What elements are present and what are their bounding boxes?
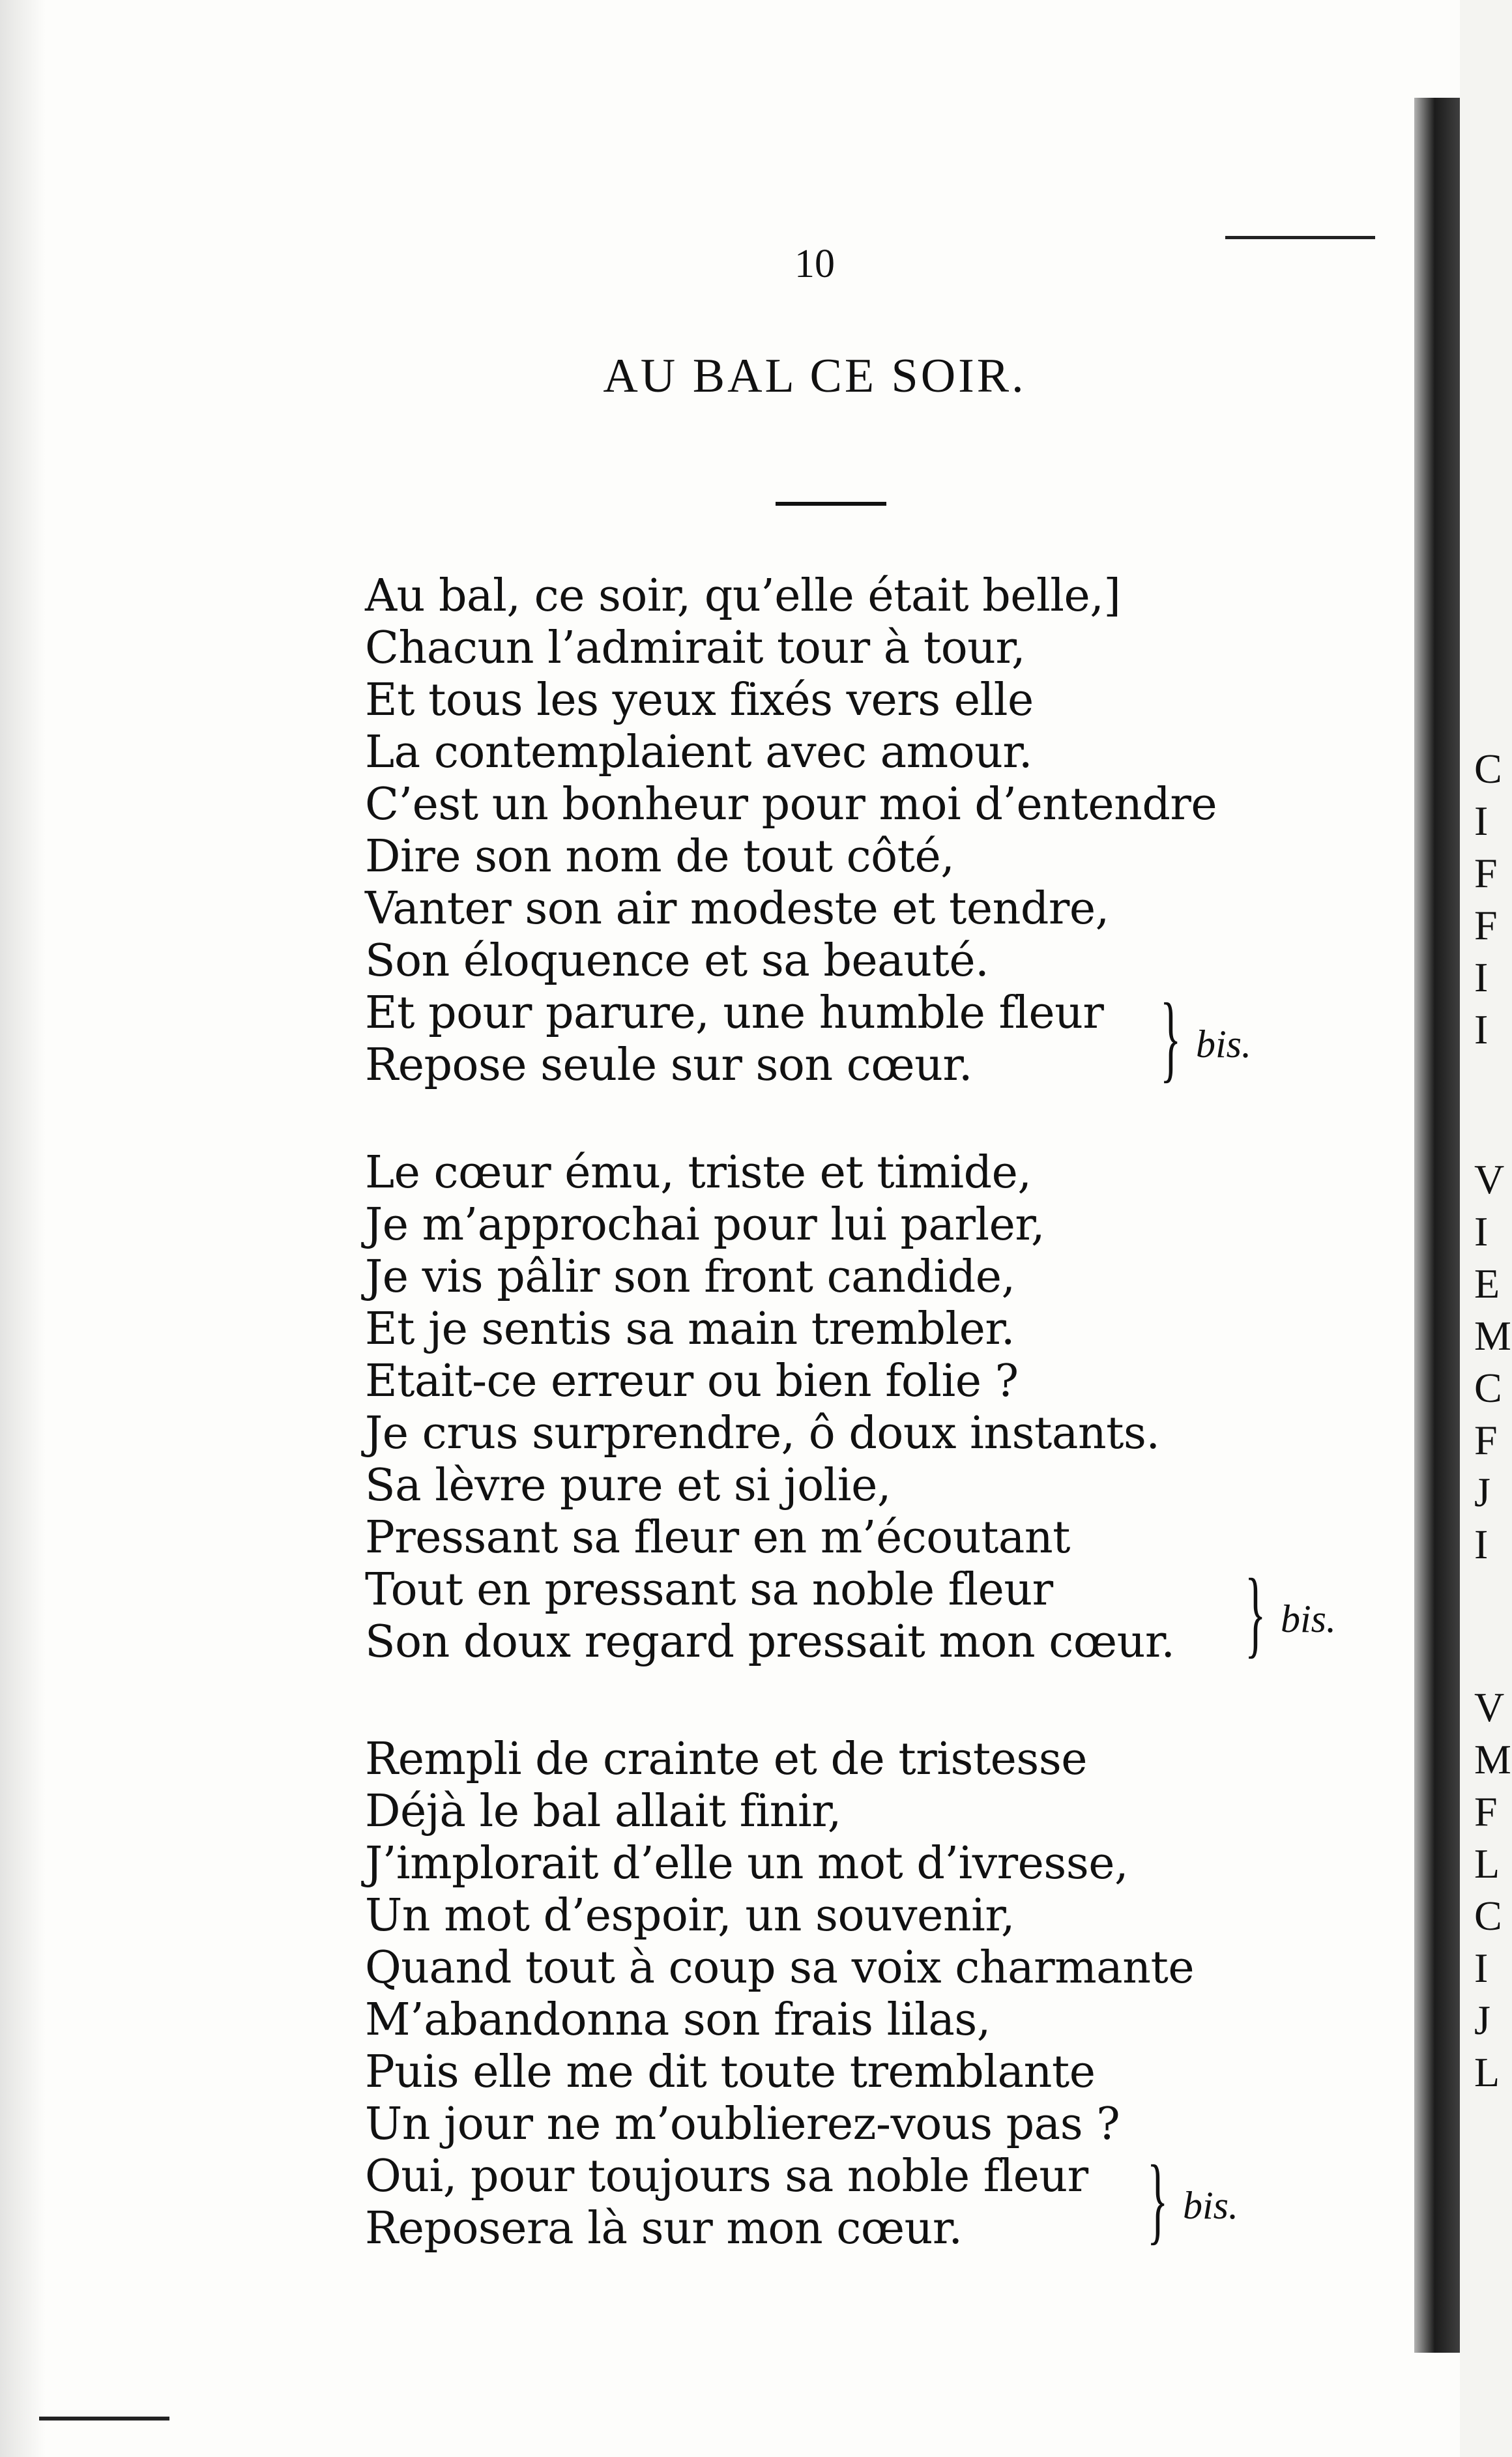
fragment-letter: J xyxy=(1474,1469,1490,1515)
binding-gutter-shadow xyxy=(1414,98,1460,2353)
refrain-bis-label: bis. xyxy=(1183,2184,1239,2227)
verse-line: Un jour ne m’oublierez-vous pas ? xyxy=(365,2099,1120,2150)
adjacent-page-fragment-3 xyxy=(1474,1681,1512,2099)
verse-line: Dire son nom de tout côté, xyxy=(365,831,955,882)
fragment-letter: V xyxy=(1474,1684,1505,1730)
verse-line: Reposera là sur mon cœur. xyxy=(365,2203,963,2254)
adjacent-page-fragment-1 xyxy=(1474,743,1512,1056)
fragment-letter: M xyxy=(1474,1313,1511,1359)
page-edge-shadow-left xyxy=(0,0,46,2457)
fragment-letter: I xyxy=(1474,1521,1489,1567)
verse-line: Le cœur ému, triste et timide, xyxy=(365,1147,1032,1199)
verse-line: Et pour parure, une humble fleur xyxy=(365,987,1104,1039)
verse-line: Sa lèvre pure et si jolie, xyxy=(365,1460,892,1511)
fragment-letter: C xyxy=(1474,746,1502,792)
stanza-3 xyxy=(365,1734,1343,2255)
verse-line: Repose seule sur son cœur. xyxy=(365,1040,973,1091)
verse-line: Rempli de crainte et de tristesse xyxy=(365,1734,1087,1785)
verse-line: Oui, pour toujours sa noble fleur xyxy=(365,2151,1088,2202)
verse-line: Pressant sa fleur en m’écoutant xyxy=(365,1512,1070,1563)
verse-line: Tout en pressant sa noble fleur xyxy=(365,1564,1053,1616)
refrain-bis-label: bis. xyxy=(1196,1023,1252,1066)
fragment-letter: M xyxy=(1474,1736,1511,1782)
verse-line: Déjà le bal allait finir, xyxy=(365,1786,841,1837)
fragment-letter: C xyxy=(1474,1365,1502,1411)
verse-line: Puis elle me dit toute tremblante xyxy=(365,2046,1096,2098)
verse-line: Vanter son air modeste et tendre, xyxy=(365,883,1109,935)
adjacent-page-fragment-2 xyxy=(1474,1154,1512,1571)
fragment-letter: I xyxy=(1474,1006,1489,1053)
verse-line: Chacun l’admirait tour à tour, xyxy=(365,622,1026,674)
fragment-letter: I xyxy=(1474,1945,1489,1991)
fragment-letter: L xyxy=(1474,2049,1500,2095)
page-number: 10 xyxy=(794,242,835,286)
fragment-letter: C xyxy=(1474,1893,1502,1939)
verse-line: Son doux regard pressait mon cœur. xyxy=(365,1616,1175,1668)
verse-line: C’est un bonheur pour moi d’entendre xyxy=(365,779,1217,830)
verse-line: Je m’approchai pour lui parler, xyxy=(365,1199,1045,1251)
fragment-letter: F xyxy=(1474,902,1498,948)
refrain-bis-label: bis. xyxy=(1281,1597,1337,1640)
verse-line: Et tous les yeux fixés vers elle xyxy=(365,675,1034,726)
stanza-2 xyxy=(365,1147,1343,1668)
fragment-letter: L xyxy=(1474,1840,1500,1887)
fragment-letter: F xyxy=(1474,1417,1498,1463)
verse-line: J’implorait d’elle un mot d’ivresse, xyxy=(365,1838,1129,1889)
refrain-brace: } xyxy=(1147,2145,1169,2254)
verse-line: Je vis pâlir son front candide, xyxy=(365,1251,1015,1303)
verse-line: Son éloquence et sa beauté. xyxy=(365,935,989,987)
poem-title: AU BAL CE SOIR. xyxy=(603,349,1026,403)
title-rule xyxy=(776,502,886,506)
verse-line: Et je sentis sa main trembler. xyxy=(365,1303,1015,1355)
verse-line: M’abandonna son frais lilas, xyxy=(365,1994,991,2046)
bottom-margin-mark xyxy=(39,2417,169,2421)
verse-line: Un mot d’espoir, un souvenir, xyxy=(365,1890,1015,1941)
refrain-brace: } xyxy=(1245,1559,1266,1667)
fragment-letter: F xyxy=(1474,850,1498,896)
stanza-1 xyxy=(365,570,1343,1092)
fragment-letter: I xyxy=(1474,954,1489,1000)
verse-line: Je crus surprendre, ô doux instants. xyxy=(365,1408,1160,1459)
verse-line: Quand tout à coup sa voix charmante xyxy=(365,1942,1195,1994)
verse-line: La contemplaient avec amour. xyxy=(365,727,1033,778)
fragment-letter: I xyxy=(1474,1208,1489,1255)
verse-line: Etait-ce erreur ou bien folie ? xyxy=(365,1356,1019,1407)
refrain-brace: } xyxy=(1160,983,1182,1092)
stray-printer-mark xyxy=(1225,236,1375,239)
fragment-letter: E xyxy=(1474,1260,1500,1307)
fragment-letter: V xyxy=(1474,1156,1505,1202)
fragment-letter: J xyxy=(1474,1997,1490,2043)
fragment-letter: I xyxy=(1474,798,1489,844)
verse-line: Au bal, ce soir, qu’elle était belle,] xyxy=(365,570,1121,622)
fragment-letter: F xyxy=(1474,1788,1498,1835)
